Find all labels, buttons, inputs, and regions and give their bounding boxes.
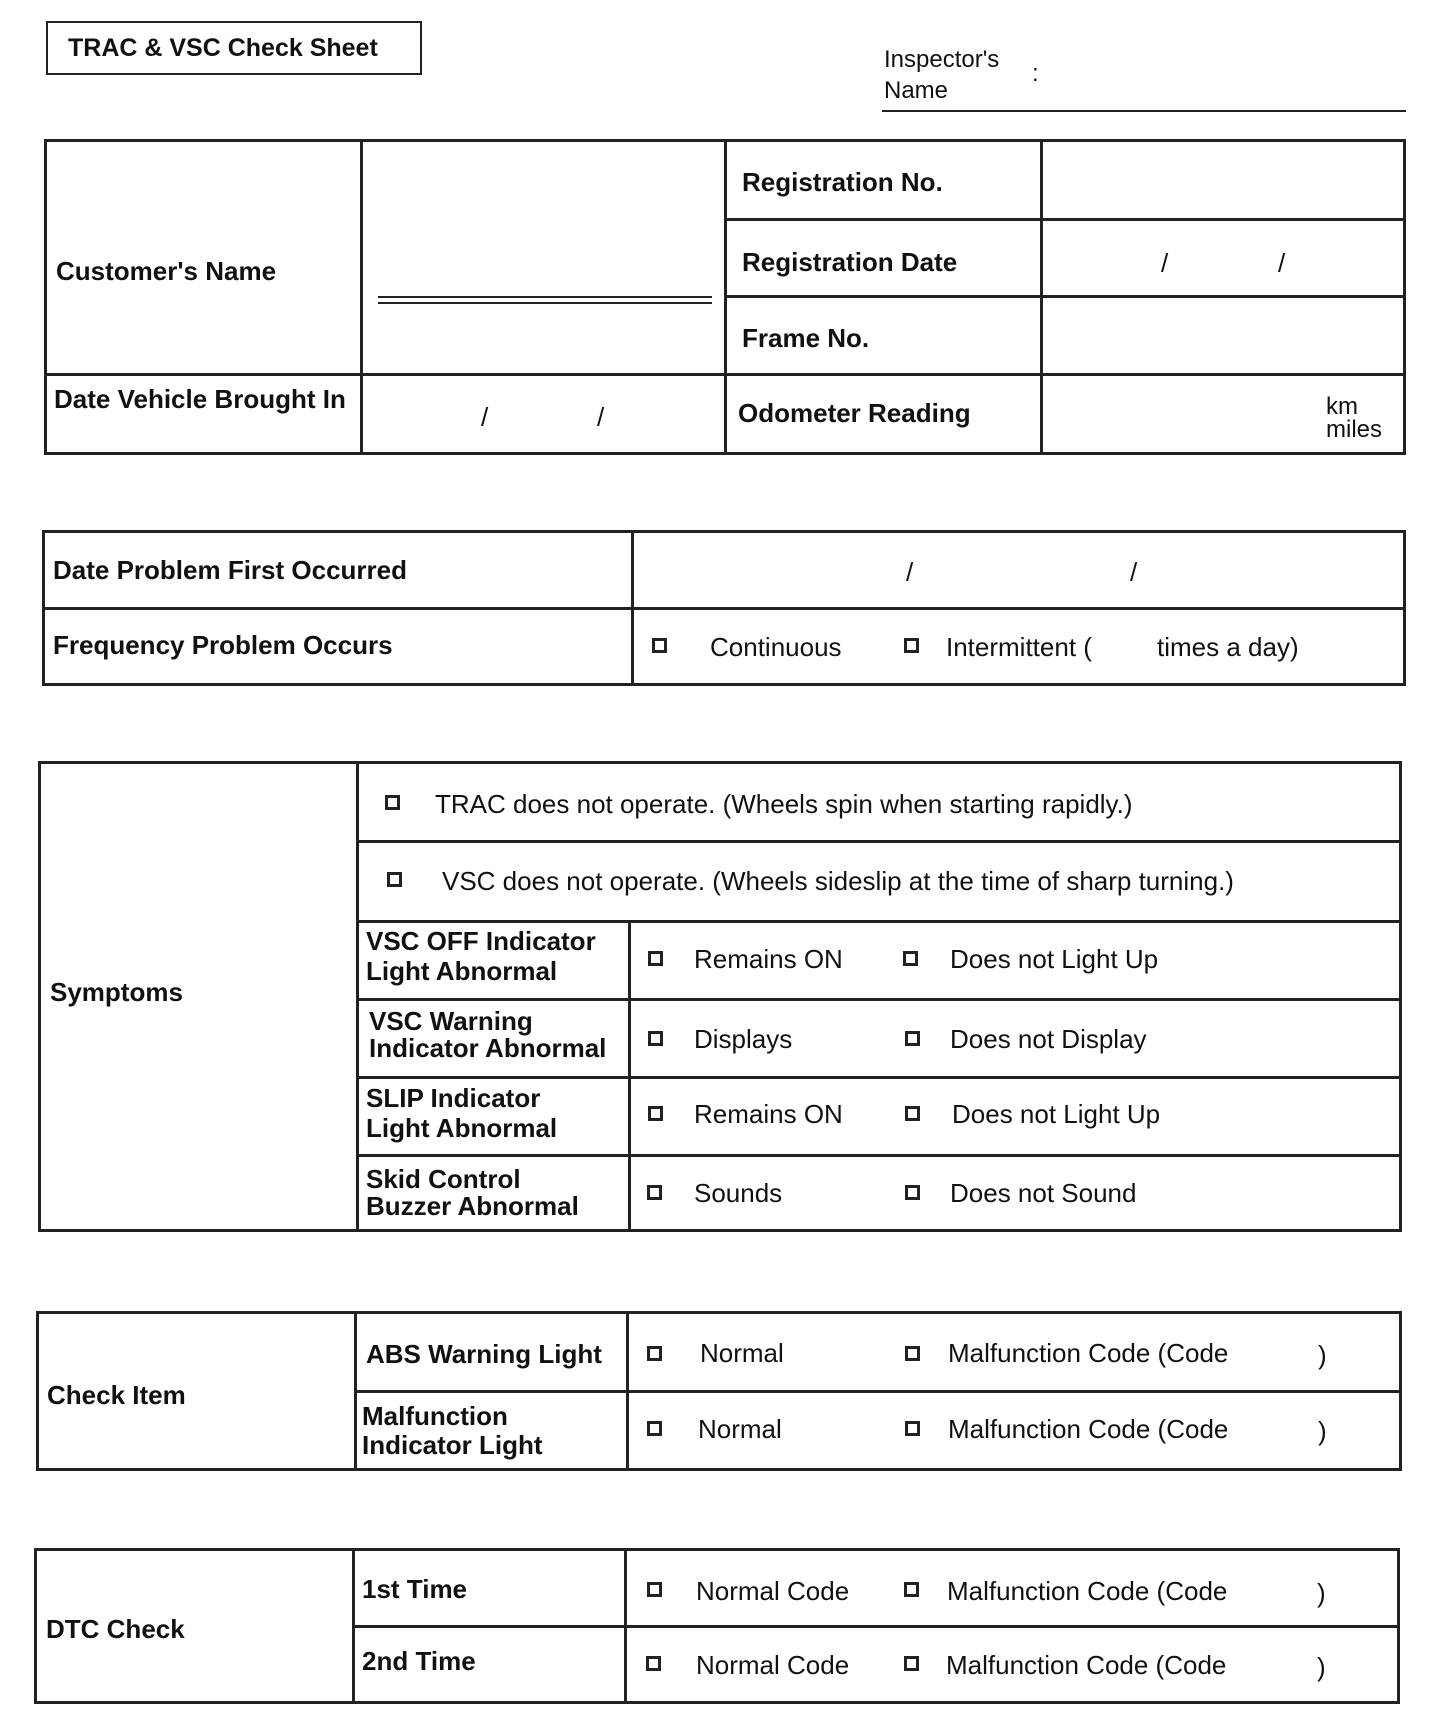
symptom-row-label: Buzzer Abnormal [366,1191,579,1221]
mil-label: Malfunction [362,1401,508,1431]
inspector-name-label: Inspector's Name [884,46,1000,104]
first-time-label: 1st Time [362,1574,468,1604]
sounds-checkbox[interactable] [647,1185,662,1200]
vsc-checkbox[interactable] [387,872,402,887]
option-label: Malfunction Code (Code [948,1338,1229,1368]
page-title: TRAC & VSC Check Sheet [46,21,422,75]
date-separator: / [1278,248,1286,278]
mil-label: Indicator Light [362,1430,543,1460]
dtc-check-label: DTC Check [46,1614,185,1644]
option-label: Normal [698,1414,782,1444]
date-separator: / [1130,557,1138,587]
unit-km: km [1326,393,1358,420]
option-label: Sounds [694,1178,783,1208]
date-separator: / [481,402,489,432]
trac-line: TRAC does not operate. (Wheels spin when starting rapidly.) [435,789,1133,819]
frame-no-label: Frame No. [742,323,870,353]
divider [356,1076,1402,1079]
odometer-reading-label: Odometer Reading [738,398,971,428]
divider [360,139,363,455]
times-a-day: times a day) [1157,632,1299,662]
option-label: Displays [694,1024,793,1054]
trac-checkbox[interactable] [385,795,400,810]
divider [356,840,1402,843]
customer-name-label: Customer's Name [56,256,277,286]
option-label: Malfunction Code (Code [948,1414,1229,1444]
unit-miles: miles [1326,416,1383,443]
symptom-row-label: Light Abnormal [366,1113,558,1143]
does-not-sound-checkbox[interactable] [905,1185,920,1200]
option-label: Does not Light Up [952,1099,1161,1129]
option-label: Malfunction Code (Code [947,1576,1228,1606]
divider [724,218,1406,221]
symptom-row-label: VSC Warning [369,1006,533,1036]
option-label: Does not Sound [950,1178,1137,1208]
symptom-row-label: Light Abnormal [366,956,558,986]
frequency-label: Frequency Problem Occurs [53,630,393,660]
malfunction-code-checkbox[interactable] [904,1656,919,1671]
option-label: Does not Light Up [950,944,1159,974]
normal-checkbox[interactable] [647,1346,662,1361]
remains-on-checkbox[interactable] [648,1106,663,1121]
normal-code-checkbox[interactable] [647,1582,662,1597]
symptom-row-label: Indicator Abnormal [369,1033,607,1063]
inspector-name-field[interactable] [882,110,1406,112]
date-separator: / [1161,248,1169,278]
divider [42,607,1406,610]
divider [356,920,1402,923]
frame-no-field[interactable] [1044,298,1402,371]
symptom-row-label: VSC OFF Indicator [366,926,596,956]
registration-date-label: Registration Date [742,247,958,277]
registration-no-field[interactable] [1044,142,1402,216]
displays-checkbox[interactable] [648,1031,663,1046]
divider [356,1154,1402,1157]
malfunction-code-checkbox[interactable] [905,1346,920,1361]
continuous-checkbox[interactable] [652,638,667,653]
divider [356,998,1402,1001]
does-not-display-checkbox[interactable] [905,1031,920,1046]
malfunction-code-checkbox[interactable] [905,1421,920,1436]
divider [352,1625,1400,1628]
option-label: Remains ON [694,944,843,974]
symptom-row-label: SLIP Indicator [366,1083,541,1113]
first-occurred-label: Date Problem First Occurred [53,555,407,585]
date-brought-in-label: Date Vehicle Brought In [54,384,346,414]
option-label: Normal Code [696,1650,850,1680]
divider [44,373,1406,376]
closing-paren: ) [1318,1416,1327,1446]
normal-checkbox[interactable] [647,1421,662,1436]
closing-paren: ) [1317,1578,1326,1608]
second-time-label: 2nd Time [362,1646,476,1676]
closing-paren: ) [1317,1652,1326,1682]
intermittent-option: Intermittent ( [946,632,1092,662]
option-label: Normal Code [696,1576,850,1606]
option-label: Remains ON [694,1099,843,1129]
option-label: Does not Display [950,1024,1147,1054]
symptoms-table [38,761,1402,1232]
date-separator: / [597,402,605,432]
date-separator: / [906,557,914,587]
vsc-line: VSC does not operate. (Wheels sideslip at the time of sharp turning.) [442,866,1234,896]
inspector-colon: : [1032,60,1039,87]
divider [354,1390,1402,1393]
normal-code-checkbox[interactable] [646,1656,661,1671]
registration-no-label: Registration No. [742,167,943,197]
abs-warning-light-label: ABS Warning Light [366,1339,602,1369]
option-label: Malfunction Code (Code [946,1650,1227,1680]
check-item-label: Check Item [47,1380,186,1410]
malfunction-code-checkbox[interactable] [904,1582,919,1597]
customer-name-field[interactable] [378,296,712,304]
does-not-light-up-checkbox[interactable] [903,951,918,966]
option-label: Normal [700,1338,784,1368]
symptoms-label: Symptoms [50,977,183,1007]
divider [356,761,359,1232]
intermittent-checkbox[interactable] [904,638,919,653]
does-not-light-up-checkbox[interactable] [905,1106,920,1121]
symptom-row-label: Skid Control [366,1164,521,1194]
closing-paren: ) [1318,1340,1327,1370]
remains-on-checkbox[interactable] [648,951,663,966]
continuous-option: Continuous [710,632,842,662]
